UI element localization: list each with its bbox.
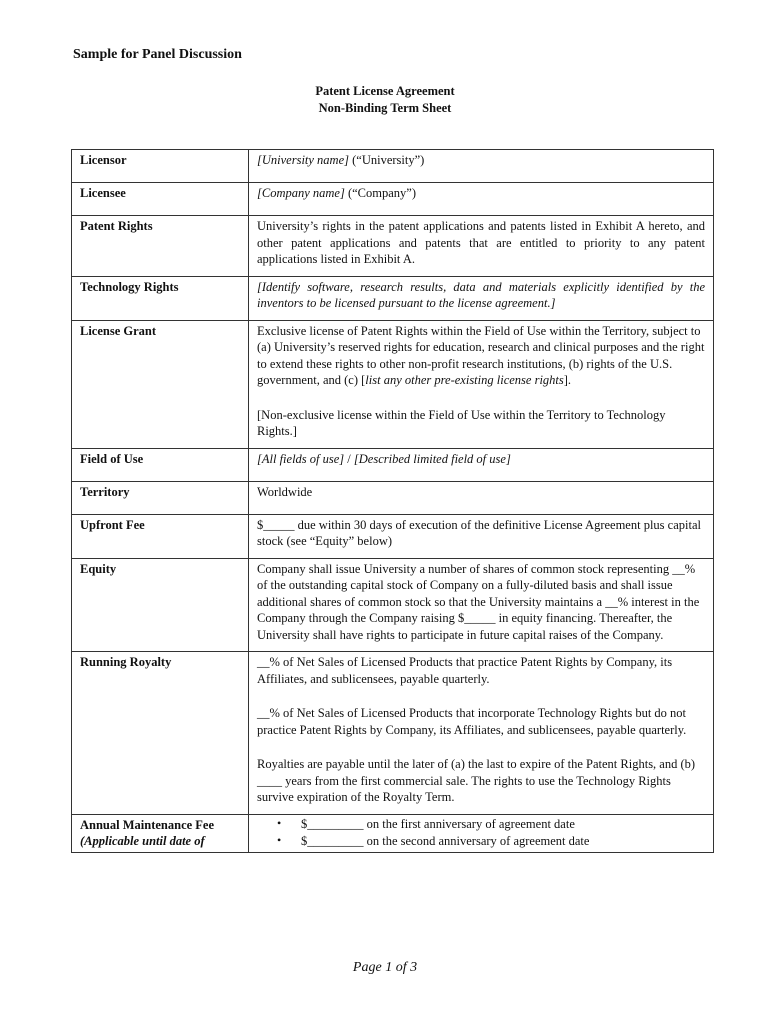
field-option-all: [All fields of use]: [257, 451, 345, 466]
label-license-grant: License Grant: [80, 323, 157, 338]
licensor-defined-term: (“University”): [349, 153, 425, 167]
row-label: [72, 448, 249, 481]
row-value: [249, 448, 714, 481]
row-value: [249, 216, 714, 277]
licensee-placeholder: [Company name]: [257, 186, 345, 200]
label-patent-rights: Patent Rights: [80, 219, 153, 233]
row-label: [72, 320, 249, 448]
bullet-icon: •: [277, 815, 282, 830]
row-label: [72, 183, 249, 216]
row-value: [249, 320, 714, 448]
row-value: [249, 481, 714, 514]
row-value: [249, 652, 714, 815]
row-territory: [72, 481, 714, 514]
row-running-royalty: [72, 652, 714, 815]
row-patent-rights: [72, 216, 714, 277]
label-upfront-fee: Upfront Fee: [80, 517, 145, 532]
row-technology-rights: [72, 276, 714, 320]
label-licensor: Licensor: [80, 153, 127, 167]
row-label: [72, 481, 249, 514]
label-technology-rights: Technology Rights: [80, 279, 179, 294]
label-annual-maintenance-fee: Annual Maintenance Fee: [80, 817, 215, 832]
field-separator: /: [344, 451, 354, 466]
upfront-fee-value: $_____ due within 30 days of execution of the definitive License Agreement plus capital stock (see “Equity” below): [257, 517, 701, 548]
row-label: [72, 150, 249, 183]
row-upfront-fee: [72, 514, 714, 558]
label-territory: Territory: [80, 484, 130, 499]
row-label: [72, 276, 249, 320]
licensee-defined-term: (“Company”): [344, 186, 416, 200]
bullet-icon: •: [277, 833, 282, 847]
running-royalty-paragraph-2: __% of Net Sales of Licensed Products that incorporate Technology Rights but do not practice Patent Rights by Company, its Affiliates, and sublicensees, payable quarterly.: [257, 706, 687, 737]
licensor-value: [257, 150, 705, 169]
running-royalty-paragraph-1: __% of Net Sales of Licensed Products that practice Patent Rights by Company, its Affiliates, and sublicensees, payable quarterly.: [257, 655, 673, 686]
row-value: [249, 276, 714, 320]
title-line-1: Patent License Agreement: [315, 84, 455, 98]
row-licensor: [72, 150, 714, 183]
row-value: [249, 514, 714, 558]
label-licensee: Licensee: [80, 186, 126, 200]
equity-value: Company shall issue University a number of shares of common stock representing __% of the outstanding capital stock of Company on a fully-diluted basis and shall issue additional shares of common stock so that the University maintains a __% interest in the Company through the Company raising $_____ in equity financing. Thereafter, the University shall have rights to participate in future capital raises of the Company.: [257, 561, 700, 642]
running-royalty-paragraph-3: Royalties are payable until the later of (a) the last to expire of the Patent Rights, and (b) ____ years from the first commercial sale. The rights to use the Technology Rights survive expiration of the Royalty Term.: [257, 757, 696, 804]
licensor-placeholder: [University name]: [257, 153, 349, 167]
technology-rights-value: [Identify software, research results, data and materials explicitly identified by the inventors to be licensed pursuant to the license agreement.]: [257, 279, 705, 310]
licensee-value: [257, 183, 705, 202]
label-equity: Equity: [80, 561, 117, 576]
list-item: [257, 832, 705, 850]
annual-fee-item-text: $_________ on the first anniversary of agreement date: [301, 816, 575, 831]
list-item: [257, 815, 705, 833]
row-value: [249, 558, 714, 652]
page-number: Page 1 of 3: [352, 960, 418, 975]
row-value: [249, 183, 714, 216]
row-label: [72, 652, 249, 815]
title-line-2: Non-Binding Term Sheet: [318, 101, 452, 115]
term-sheet-table: [71, 149, 714, 853]
patent-rights-value: University’s rights in the patent applications and patents listed in Exhibit A hereto, and other patent applications and patents that are entitled to priority to any patent applications listed in Exhibit A.: [257, 219, 705, 266]
page-header: Sample for Panel Discussion: [73, 47, 242, 62]
row-label: [72, 558, 249, 652]
license-grant-text-end: ].: [563, 373, 572, 387]
row-field-of-use: [72, 448, 714, 481]
annual-fee-list: [257, 815, 705, 850]
field-option-limited: [Described limited field of use]: [353, 451, 511, 466]
license-grant-text: Exclusive license of Patent Rights within the Field of Use within the Territory, subject to (a) University’s reserved rights for education, research and clinical purposes and the right to extend these rights to other non-profit research institutions, (b) rights of the U.S. government, and (c) [: [257, 323, 705, 387]
row-license-grant: [72, 320, 714, 448]
row-label: [72, 514, 249, 558]
label-annual-fee-note: (Applicable until date of: [80, 834, 205, 848]
row-label: [72, 216, 249, 277]
label-field-of-use: Field of Use: [80, 451, 144, 466]
license-grant-paragraph-2: [Non-exclusive license within the Field of Use within the Territory to Technology Rights.]: [257, 407, 666, 438]
row-annual-maintenance-fee: [72, 814, 714, 852]
row-value: [249, 150, 714, 183]
annual-fee-item-text: $_________ on the second anniversary of agreement date: [301, 834, 590, 848]
row-label: [72, 814, 249, 852]
territory-value: Worldwide: [257, 484, 313, 499]
license-grant-paragraph-1: [257, 321, 705, 389]
row-licensee: [72, 183, 714, 216]
row-equity: [72, 558, 714, 652]
label-running-royalty: Running Royalty: [80, 655, 172, 669]
license-grant-placeholder: list any other pre-existing license rights: [365, 373, 564, 387]
document-title: [0, 83, 770, 117]
row-value: [249, 814, 714, 852]
field-of-use-value: [257, 449, 705, 468]
